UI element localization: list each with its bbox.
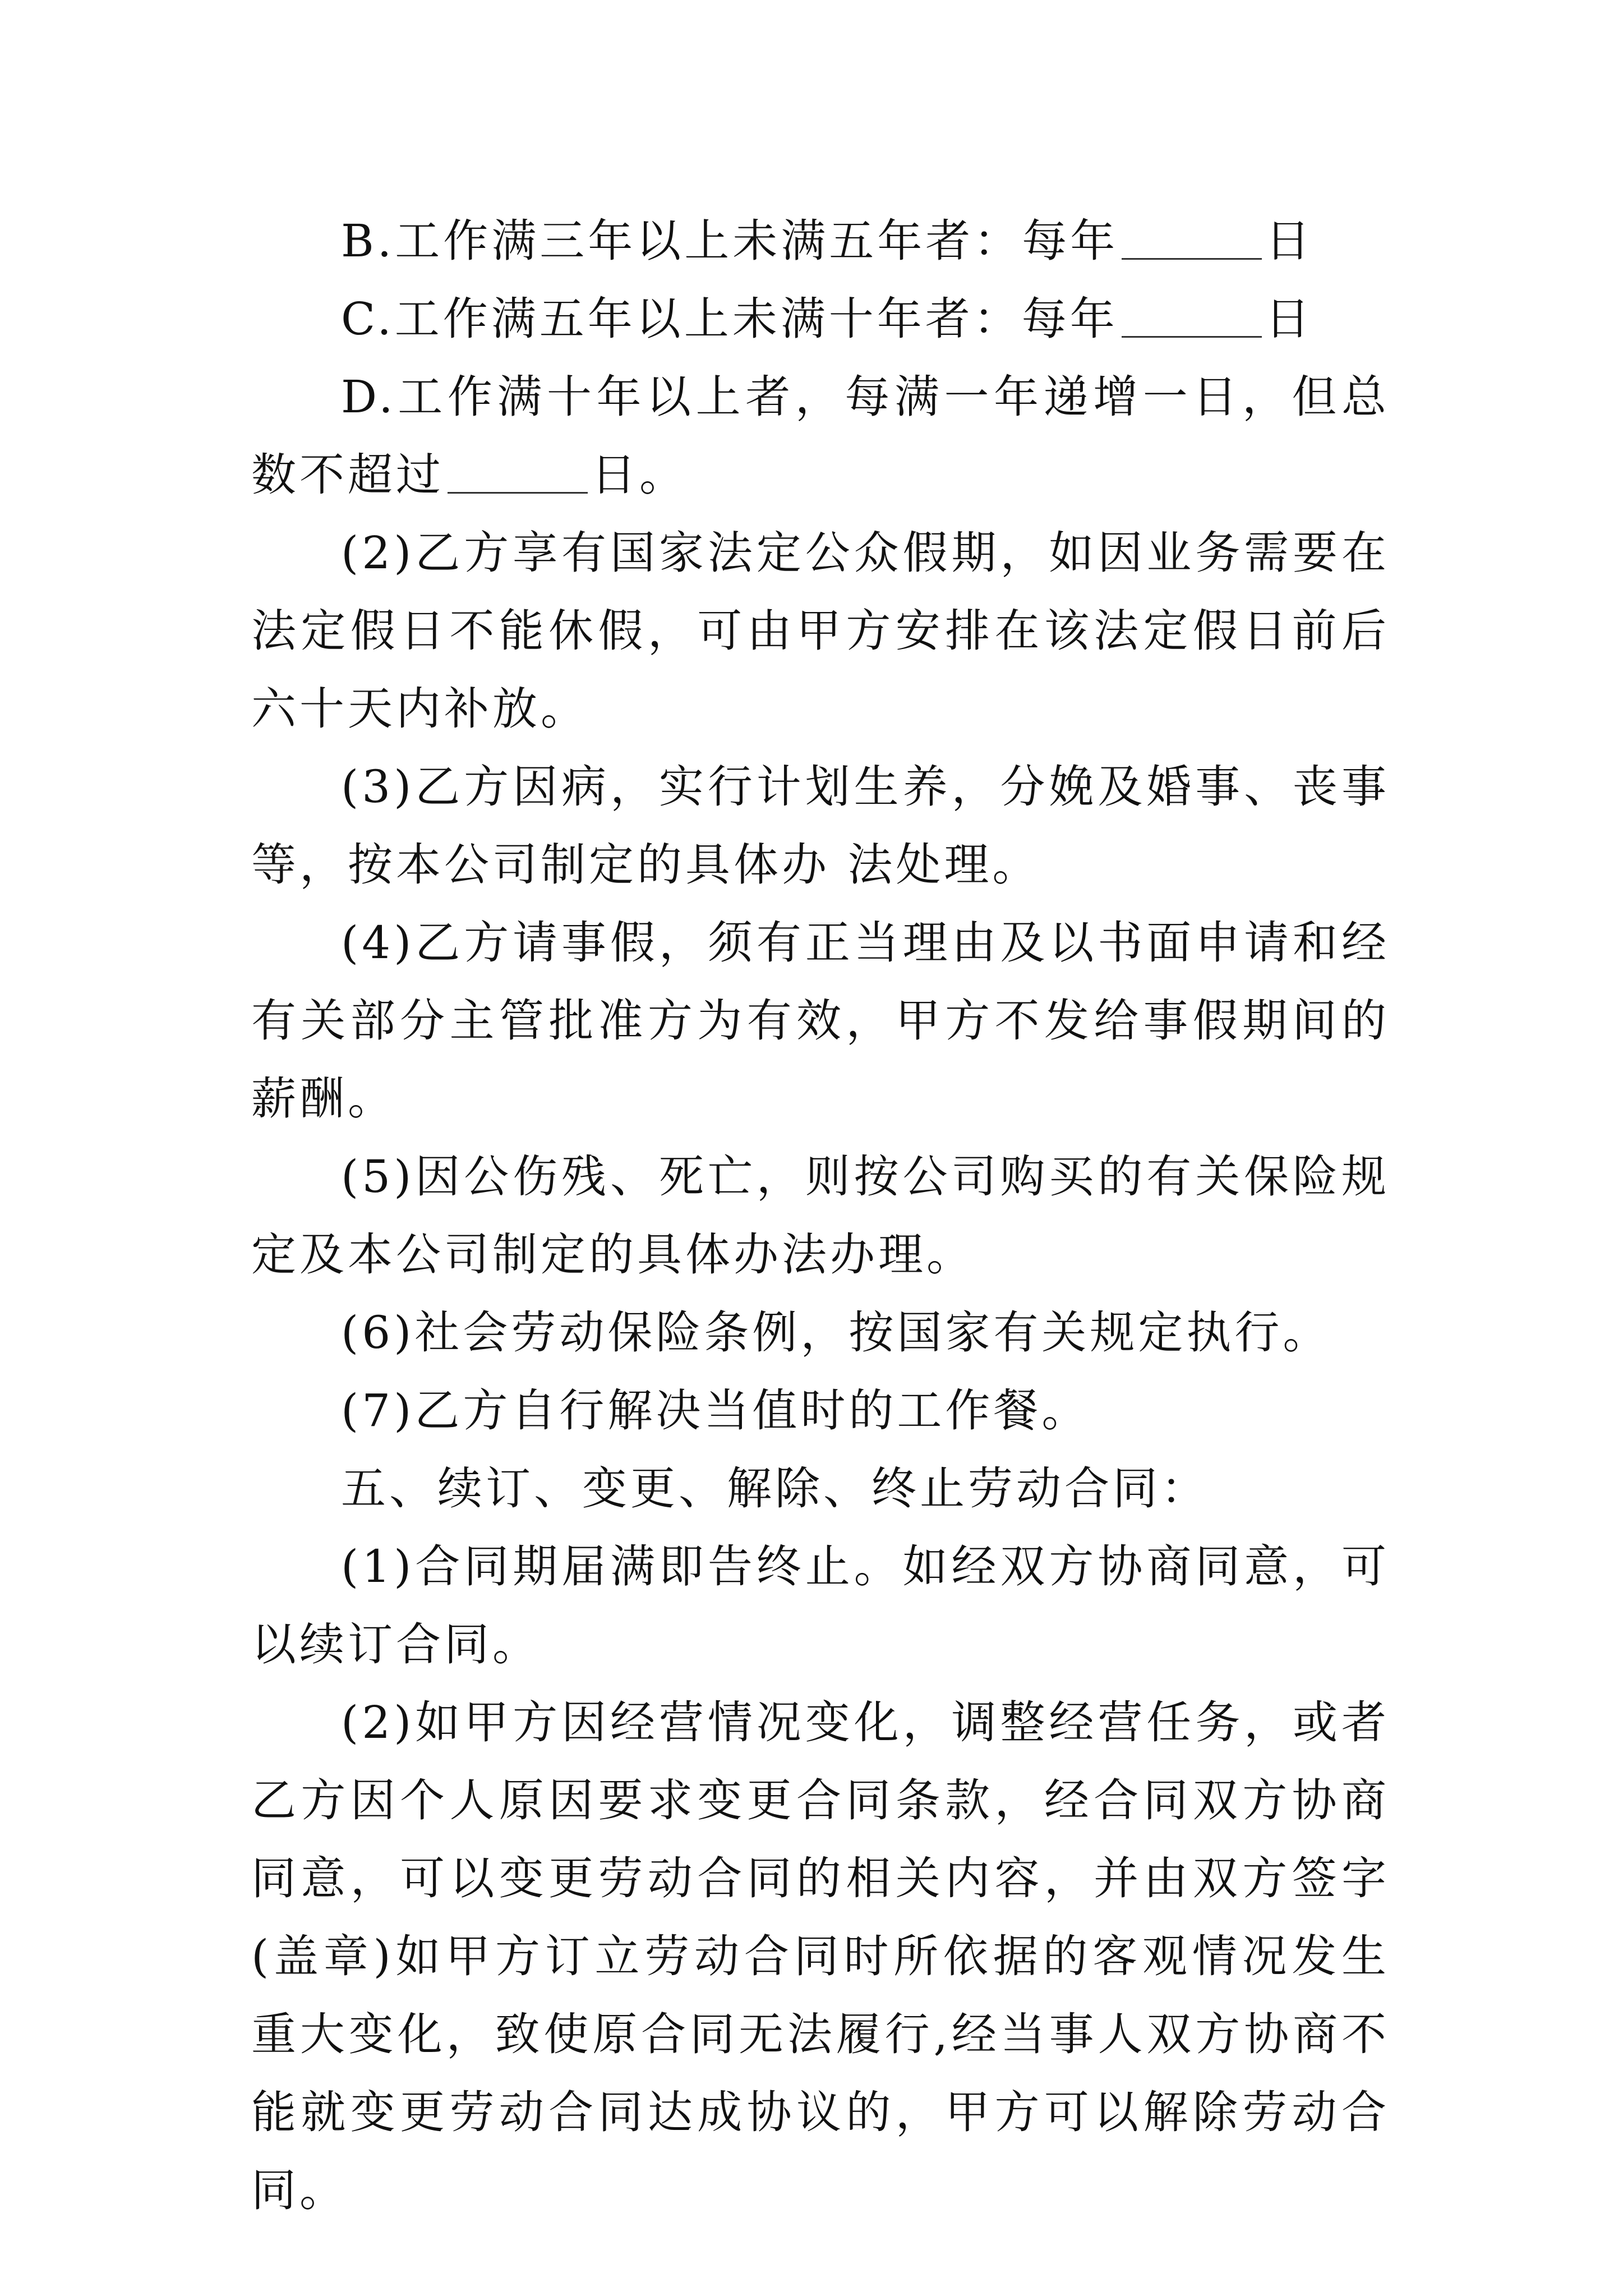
- paragraph-clause-2: (2)乙方享有国家法定公众假期，如因业务需要在法定假日不能休假，可由甲方安排在该法定假日前后六十天内补放。: [251, 527, 1390, 735]
- fill-in-blank: [1122, 219, 1262, 260]
- document-body: [251, 202, 1390, 2229]
- paragraph-text: B.工作满三年以上未满五年者：每年: [341, 215, 1119, 267]
- paragraph-text: 日: [1265, 293, 1313, 345]
- fill-in-blank: [448, 453, 588, 494]
- section-heading-5: 五、续订、变更、解除、终止劳动合同：: [341, 1462, 1209, 1515]
- paragraph-clause-5: (5)因公伤残、死亡，则按公司购买的有关保险规定及本公司制定的具体办法办理。: [251, 1151, 1390, 1281]
- paragraph-text: 日。: [591, 449, 688, 501]
- paragraph-text: C.工作满五年以上未满十年者：每年: [341, 293, 1118, 345]
- paragraph-leave-b: [251, 202, 1390, 280]
- paragraph-clause-4: (4)乙方请事假，须有正当理由及以书面申请和经有关部分主管批准方为有效，甲方不发给事假期间的薪酬。: [251, 917, 1390, 1125]
- paragraph-sec5-clause-2: (2)如甲方因经营情况变化，调整经营任务，或者乙方因个人原因要求变更合同条款，经合同双方协商同意，可以变更劳动合同的相关内容，并由双方签字(盖章)如甲方订立劳动合同时所依据的客观情况发生重大变化，致使原合同无法履行,经当事人双方协商不能就变更劳动合同达成协议的，甲方可以解除劳动合同。: [251, 1696, 1390, 2216]
- paragraph-text: 日: [1265, 215, 1314, 267]
- paragraph-clause-3: (3)乙方因病，实行计划生养，分娩及婚事、丧事等，按本公司制定的具体办 法处理。: [251, 761, 1390, 891]
- paragraph-clause-7: (7)乙方自行解决当值时的工作餐。: [341, 1384, 1090, 1437]
- paragraph-sec5-clause-1: (1)合同期届满即告终止。如经双方协商同意，可以续订合同。: [251, 1540, 1390, 1671]
- paragraph-leave-c: [251, 280, 1390, 358]
- paragraph-clause-6: (6)社会劳动保险条例，按国家有关规定执行。: [341, 1306, 1331, 1359]
- paragraph-text: D.工作满十年以上者，每满一年递增一日，但总数不超过: [251, 371, 1390, 501]
- paragraph-leave-d: [251, 358, 1390, 514]
- fill-in-blank: [1122, 297, 1262, 338]
